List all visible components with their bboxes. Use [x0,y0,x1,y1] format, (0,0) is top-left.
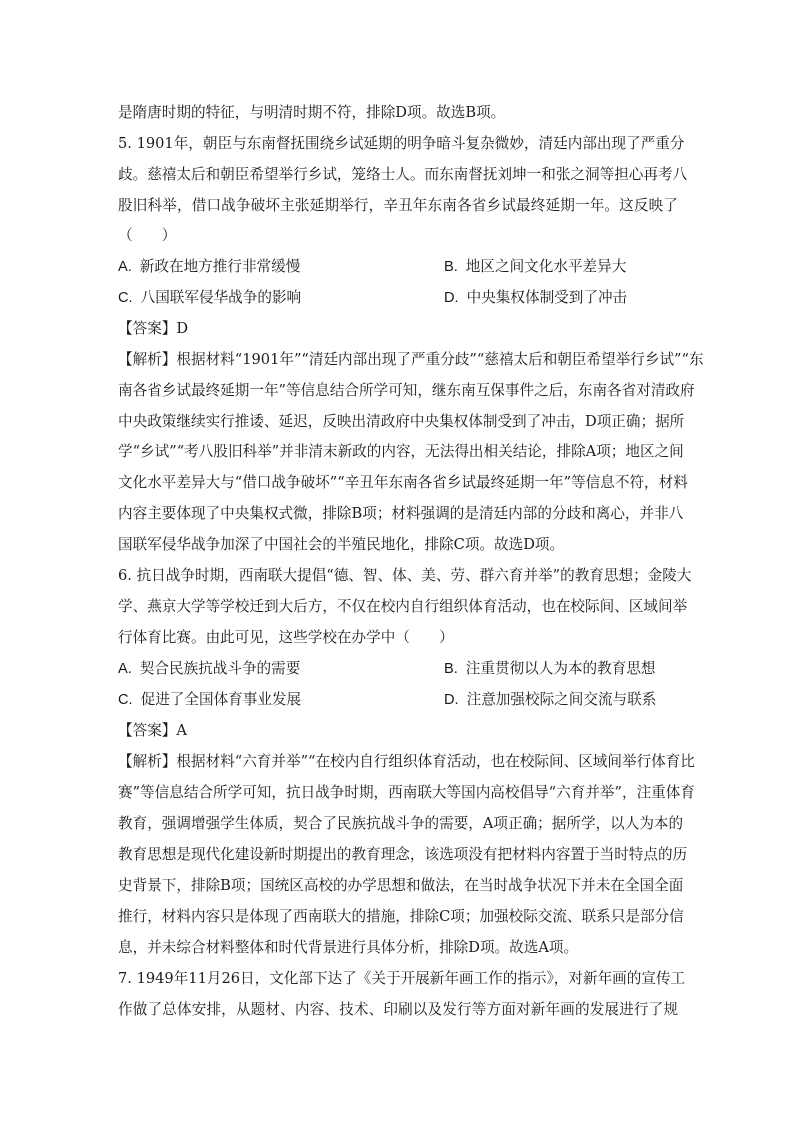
option-text: 注意加强校际之间交流与联系 [466,691,657,708]
q5-option-a [118,257,300,277]
q6-explanation-line-1: 【解析】根据材料“六育并举”“在校内自行组织体育活动，也在校际间、区域间举行体育比 [118,753,695,770]
q5-option-d [444,288,627,308]
q6-answer: 【答案】A [118,722,187,739]
q5-stem-line-1: 5. 1901年，朝臣与东南督抚围绕乡试延期的明争暗斗复杂微妙，清廷内部出现了严重分 [118,135,685,152]
q5-explanation-line-6: 内容主要体现了中央集权式微，排除B项；材料强调的是清廷内部的分歧和离心，并非八 [118,505,684,522]
q5-answer: 【答案】D [118,320,189,337]
q6-explanation-line-4: 教育思想是现代化建设新时期提出的教育理念，该选项没有把材料内容置于当时特点的历 [118,846,688,863]
q5-stem-line-3: 股旧科举，借口战争破坏主张延期举行，辛丑年东南各省乡试最终延期一年。这反映了 [118,197,678,214]
q6-option-d [444,690,656,710]
q6-explanation-line-5: 史背景下，排除B项；国统区高校的办学思想和做法，在当时战争状况下并未在全国全面 [118,877,684,894]
q5-explanation-line-7: 国联军侵华战争加深了中国社会的半殖民地化，排除C项。故选D项。 [118,536,565,553]
q7-stem-line-2: 作做了总体安排，从题材、内容、技术、印刷以及发行等方面对新年画的发展进行了规 [118,1001,678,1018]
q6-option-b [444,659,656,679]
q6-stem-line-2: 学、燕京大学等学校迁到大后方，不仅在校内自行组织体育活动，也在校际间、区域间举 [118,598,688,615]
option-letter: B. [444,259,458,275]
option-letter: C. [118,692,133,708]
q5-option-c [118,288,301,308]
option-letter: B. [444,661,458,677]
q6-explanation-line-6: 推行，材料内容只是体现了西南联大的措施，排除C项；加强校际交流、联系只是部分信 [118,908,684,925]
option-text: 促进了全国体育事业发展 [140,691,302,708]
option-letter: A. [118,259,132,275]
option-text: 八国联军侵华战争的影响 [140,289,302,306]
q5-explanation-line-4: 学“乡试”“考八股旧科举”并非清末新政的内容，无法得出相关结论，排除A项；地区之间 [118,443,684,460]
option-letter: A. [118,661,132,677]
option-letter: D. [444,692,459,708]
option-text: 新政在地方推行非常缓慢 [139,258,301,275]
q6-explanation-line-3: 教育，强调增强学生体质，契合了民族抗战斗争的需要，A项正确；据所学，以人为本的 [118,815,684,832]
q5-option-b [444,257,626,277]
q6-option-c [118,690,301,710]
q5-stem-line-2: 歧。慈禧太后和朝臣希望举行乡试，笼络士人。而东南督抚刘坤一和张之洞等担心再考八 [118,166,688,183]
q6-explanation-line-7: 息，并未综合材料整体和时代背景进行具体分析，排除D项。故选A项。 [118,939,579,956]
q5-explanation-line-3: 中央政策继续实行推诿、延迟，反映出清政府中央集权体制受到了冲击，D项正确；据所 [118,413,685,430]
q5-explanation-line-2: 南各省乡试最终延期一年”等信息结合所学可知，继东南互保事件之后，东南各省对清政府 [118,382,695,399]
option-text: 契合民族抗战斗争的需要 [139,660,301,677]
q7-stem-line-1: 7. 1949年11月26日，文化部下达了《关于开展新年画工作的指示》，对新年画的宣传工 [118,970,686,987]
q6-stem-line-3: 行体育比赛。由此可见，这些学校在办学中（ ） [118,629,454,646]
q5-stem-blank: （ ） [118,227,177,244]
q5-explanation-line-1: 【解析】根据材料“1901年”“清廷内部出现了严重分歧”“慈禧太后和朝臣希望举行乡试”“东 [118,351,704,368]
q6-explanation-line-2: 赛”等信息结合所学可知，抗日战争时期，西南联大等国内高校倡导“六育并举”，注重体育 [118,784,695,801]
option-text: 中央集权体制受到了冲击 [466,289,628,306]
q6-option-a [118,659,300,679]
option-text: 注重贯彻以人为本的教育思想 [465,660,656,677]
q4-explanation-tail: 是隋唐时期的特征，与明清时期不符，排除D项。故选B项。 [118,104,506,121]
option-text: 地区之间文化水平差异大 [465,258,627,275]
q5-explanation-line-5: 文化水平差异大与“借口战争破坏”“辛丑年东南各省乡试最终延期一年”等信息不符，材料 [118,474,688,491]
q6-stem-line-1: 6. 抗日战争时期，西南联大提倡“德、智、体、美、劳、群六育并举”的教育思想；金陵大 [118,567,692,584]
option-letter: D. [444,290,459,306]
option-letter: C. [118,290,133,306]
